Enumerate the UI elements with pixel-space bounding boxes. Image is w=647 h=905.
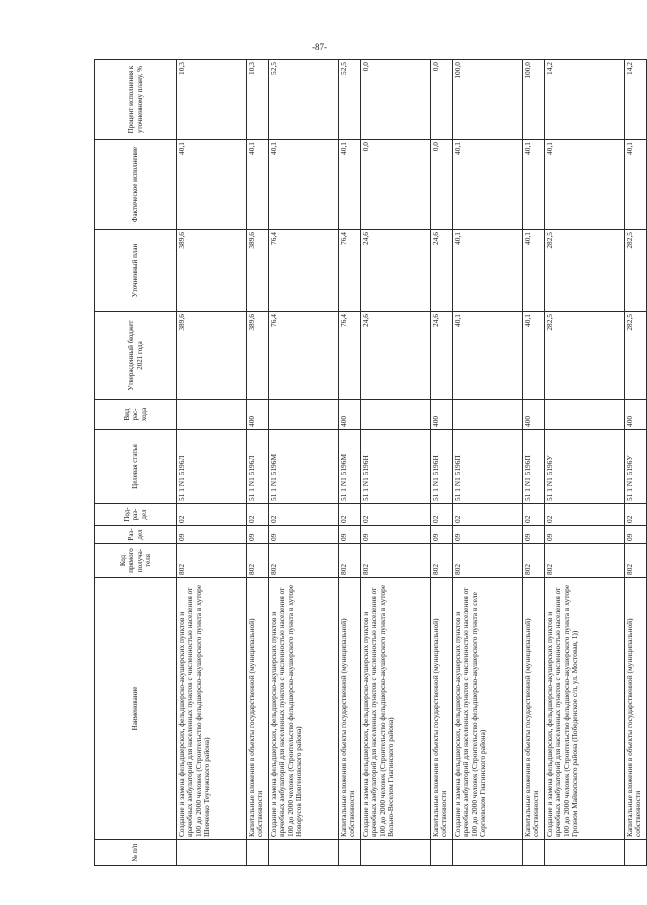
cell-code: 802 xyxy=(247,544,269,578)
cell-target: 51 1 N1 5196Л xyxy=(247,430,269,504)
table-body xyxy=(177,60,647,866)
cell-code: 802 xyxy=(431,544,453,578)
rotated-page-content xyxy=(94,60,643,866)
table-row xyxy=(177,60,247,866)
cell-expense: 400 xyxy=(431,400,453,430)
cell-razdel: 09 xyxy=(339,526,361,544)
cell-actual: 40,1 xyxy=(177,140,247,230)
table-row xyxy=(247,60,269,866)
cell-adjusted: 24,6 xyxy=(431,230,453,312)
cell-podrazdel: 02 xyxy=(339,504,361,526)
cell-razdel: 09 xyxy=(431,526,453,544)
cell-code: 802 xyxy=(453,544,523,578)
header-target: Целевая статья xyxy=(95,430,177,504)
cell-approved: 282,5 xyxy=(625,312,647,400)
table-header-row xyxy=(95,60,177,866)
cell-code: 802 xyxy=(625,544,647,578)
cell-actual: 40,1 xyxy=(247,140,269,230)
cell-expense xyxy=(453,400,523,430)
cell-adjusted: 40,1 xyxy=(453,230,523,312)
cell-name: Создание и замена фельдшерских, фельдшерско-акушерских пунктов и врачебных амбулаторий для населенных пунктов с численностью населения от 100 до 2000 человек (Строительство фельдшерско-акушерского пункта в хуторе Вольно-Веселом Гиагинского района) xyxy=(361,578,431,840)
cell-expense: 400 xyxy=(523,400,545,430)
cell-podrazdel: 02 xyxy=(453,504,523,526)
cell-code: 802 xyxy=(269,544,339,578)
cell-actual: 40,1 xyxy=(269,140,339,230)
cell-target: 51 1 N1 5196У xyxy=(625,430,647,504)
cell-approved: 282,5 xyxy=(545,312,625,400)
cell-podrazdel: 02 xyxy=(545,504,625,526)
cell-approved: 24,6 xyxy=(431,312,453,400)
cell-expense xyxy=(269,400,339,430)
cell-podrazdel: 02 xyxy=(431,504,453,526)
cell-num xyxy=(545,840,625,866)
cell-num xyxy=(431,840,453,866)
header-percent: Процент исполнения к уточненному плану, % xyxy=(95,60,177,140)
cell-approved: 76,4 xyxy=(269,312,339,400)
cell-razdel: 09 xyxy=(269,526,339,544)
cell-code: 802 xyxy=(339,544,361,578)
cell-podrazdel: 02 xyxy=(269,504,339,526)
cell-actual: 40,1 xyxy=(339,140,361,230)
cell-adjusted: 282,5 xyxy=(625,230,647,312)
cell-name: Капитальные вложения в объекты государственной (муниципальной) собственности xyxy=(625,578,647,840)
cell-approved: 24,6 xyxy=(361,312,431,400)
cell-razdel: 09 xyxy=(453,526,523,544)
cell-actual: 40,1 xyxy=(523,140,545,230)
cell-podrazdel: 02 xyxy=(523,504,545,526)
cell-podrazdel: 02 xyxy=(177,504,247,526)
cell-podrazdel: 02 xyxy=(625,504,647,526)
cell-percent: 14,2 xyxy=(625,60,647,140)
cell-expense: 400 xyxy=(247,400,269,430)
cell-code: 802 xyxy=(177,544,247,578)
cell-actual: 40,1 xyxy=(625,140,647,230)
cell-actual: 40,1 xyxy=(453,140,523,230)
header-code: Код прямого получа-теля xyxy=(95,544,177,578)
cell-podrazdel: 02 xyxy=(361,504,431,526)
cell-name: Капитальные вложения в объекты государственной (муниципальной) собственности xyxy=(339,578,361,840)
cell-adjusted: 76,4 xyxy=(269,230,339,312)
cell-name: Капитальные вложения в объекты государственной (муниципальной) собственности xyxy=(523,578,545,840)
header-adjusted: Уточненный план xyxy=(95,230,177,312)
cell-name: Создание и замена фельдшерских, фельдшерско-акушерских пунктов и врачебных амбулаторий для населенных пунктов с численностью населения от 100 до 2000 человек (Строительство фельдшерско-акушерского пункта в селе Сергиевском Гиагинского района) xyxy=(453,578,523,840)
cell-actual: 0,0 xyxy=(361,140,431,230)
cell-code: 802 xyxy=(523,544,545,578)
header-actual: Фактическое исполнение xyxy=(95,140,177,230)
cell-num xyxy=(269,840,339,866)
table-row xyxy=(269,60,339,866)
header-approved: Утвержденный бюджет 2021 года xyxy=(95,312,177,400)
cell-target: 51 1 N1 5196М xyxy=(269,430,339,504)
cell-num xyxy=(523,840,545,866)
header-name: Наименование xyxy=(95,578,177,840)
cell-target: 51 1 N1 5196М xyxy=(339,430,361,504)
cell-target: 51 1 N1 5196П xyxy=(523,430,545,504)
cell-target: 51 1 N1 5196Н xyxy=(431,430,453,504)
cell-razdel: 09 xyxy=(523,526,545,544)
cell-adjusted: 40,1 xyxy=(523,230,545,312)
cell-percent: 100,0 xyxy=(453,60,523,140)
header-num: № п/п xyxy=(95,840,177,866)
cell-percent: 100,0 xyxy=(523,60,545,140)
cell-target: 51 1 N1 5196Л xyxy=(177,430,247,504)
cell-approved: 389,6 xyxy=(247,312,269,400)
cell-expense xyxy=(177,400,247,430)
cell-target: 51 1 N1 5196Н xyxy=(361,430,431,504)
cell-expense xyxy=(545,400,625,430)
cell-approved: 40,1 xyxy=(523,312,545,400)
cell-num xyxy=(177,840,247,866)
table-row xyxy=(625,60,647,866)
cell-percent: 10,3 xyxy=(247,60,269,140)
cell-num xyxy=(339,840,361,866)
cell-razdel: 09 xyxy=(361,526,431,544)
cell-percent: 14,2 xyxy=(545,60,625,140)
cell-target: 51 1 N1 5196У xyxy=(545,430,625,504)
cell-num xyxy=(361,840,431,866)
cell-adjusted: 24,6 xyxy=(361,230,431,312)
cell-approved: 40,1 xyxy=(453,312,523,400)
cell-actual: 0,0 xyxy=(431,140,453,230)
cell-num xyxy=(453,840,523,866)
cell-razdel: 09 xyxy=(625,526,647,544)
cell-razdel: 09 xyxy=(247,526,269,544)
table-row xyxy=(523,60,545,866)
cell-actual: 40,1 xyxy=(545,140,625,230)
header-expense: Вид рас-хода xyxy=(95,400,177,430)
cell-percent: 52,5 xyxy=(339,60,361,140)
cell-name: Капитальные вложения в объекты государственной (муниципальной) собственности xyxy=(431,578,453,840)
cell-adjusted: 389,6 xyxy=(177,230,247,312)
cell-podrazdel: 02 xyxy=(247,504,269,526)
cell-percent: 52,5 xyxy=(269,60,339,140)
cell-razdel: 09 xyxy=(545,526,625,544)
cell-name: Создание и замена фельдшерских, фельдшерско-акушерских пунктов и врачебных амбулаторий для населенных пунктов с численностью населения от 100 до 2000 человек (Строительство фельдшерско-акушерского пункта в хуторе Грозном Майкопского района (Победенское с/п, ул. Мостовая, 1)) xyxy=(545,578,625,840)
cell-expense xyxy=(361,400,431,430)
cell-approved: 389,6 xyxy=(177,312,247,400)
cell-percent: 0,0 xyxy=(431,60,453,140)
table-row xyxy=(361,60,431,866)
cell-razdel: 09 xyxy=(177,526,247,544)
page-number: -87- xyxy=(312,42,327,52)
header-podrazdel: Под-раз-дел xyxy=(95,504,177,526)
cell-adjusted: 389,6 xyxy=(247,230,269,312)
cell-approved: 76,4 xyxy=(339,312,361,400)
table-row xyxy=(339,60,361,866)
cell-name: Создание и замена фельдшерских, фельдшерско-акушерских пунктов и врачебных амбулаторий для населенных пунктов с численностью населения от 100 до 2000 человек (Строительство фельдшерско-акушерского пункта в хуторе Шевченко Теучежского района) xyxy=(177,578,247,840)
header-razdel: Раз-дел xyxy=(95,526,177,544)
cell-expense: 400 xyxy=(625,400,647,430)
cell-code: 802 xyxy=(361,544,431,578)
cell-name: Создание и замена фельдшерских, фельдшерско-акушерских пунктов и врачебных амбулаторий для населенных пунктов с численностью населения от 100 до 2000 человек (Строительство фельдшерско-акушерского пункта в хуторе Новорусов Шовгеновского района) xyxy=(269,578,339,840)
cell-percent: 0,0 xyxy=(361,60,431,140)
table-row xyxy=(431,60,453,866)
cell-expense: 400 xyxy=(339,400,361,430)
table-row xyxy=(545,60,625,866)
budget-table xyxy=(94,59,647,866)
cell-name: Капитальные вложения в объекты государственной (муниципальной) собственности xyxy=(247,578,269,840)
cell-adjusted: 76,4 xyxy=(339,230,361,312)
cell-target: 51 1 N1 5196П xyxy=(453,430,523,504)
cell-adjusted: 282,5 xyxy=(545,230,625,312)
cell-percent: 10,3 xyxy=(177,60,247,140)
cell-code: 802 xyxy=(545,544,625,578)
table-row xyxy=(453,60,523,866)
cell-num xyxy=(625,840,647,866)
cell-num xyxy=(247,840,269,866)
